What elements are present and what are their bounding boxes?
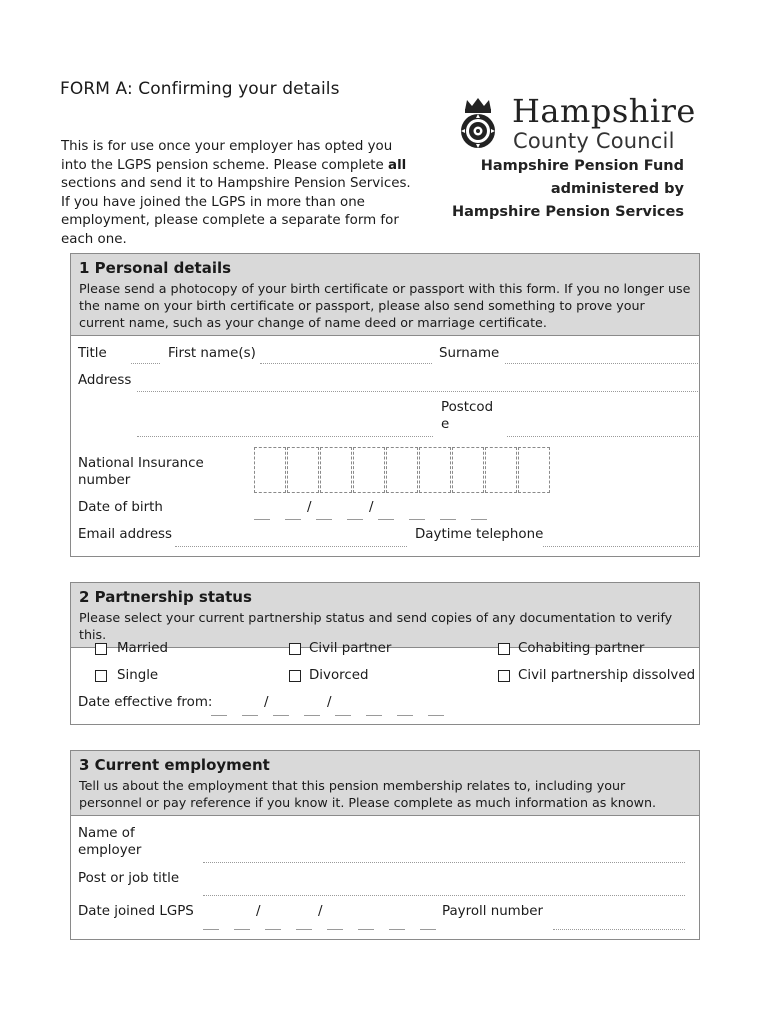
cohabiting-partner-label: Cohabiting partner bbox=[518, 641, 645, 656]
ni-box-1[interactable] bbox=[254, 447, 286, 493]
address-label: Address bbox=[78, 373, 132, 388]
post-label: Post or job title bbox=[78, 871, 180, 886]
date-joined-digit-5[interactable] bbox=[327, 929, 343, 930]
intro-text-bold: all bbox=[388, 157, 407, 173]
ni-box-9[interactable] bbox=[518, 447, 550, 493]
dob-digit-6[interactable] bbox=[409, 519, 425, 520]
payroll-label: Payroll number bbox=[442, 904, 543, 919]
date-joined-label: Date joined LGPS bbox=[78, 904, 194, 919]
date-effective-digit-3[interactable] bbox=[273, 715, 289, 716]
date-joined-digit-7[interactable] bbox=[389, 929, 405, 930]
single-checkbox[interactable] bbox=[95, 670, 107, 682]
date-joined-digit-6[interactable] bbox=[358, 929, 374, 930]
dob-digit-1[interactable] bbox=[254, 519, 270, 520]
ni-box-8[interactable] bbox=[485, 447, 517, 493]
ni-box-6[interactable] bbox=[419, 447, 451, 493]
section-title: 1 Personal details bbox=[79, 259, 232, 277]
section-title: 3 Current employment bbox=[79, 756, 270, 774]
dob-label: Date of birth bbox=[78, 500, 163, 515]
address-field-line1[interactable] bbox=[137, 391, 698, 392]
date-effective-digit-6[interactable] bbox=[366, 715, 382, 716]
date-joined-digit-3[interactable] bbox=[265, 929, 281, 930]
fund-administered-by: administered by bbox=[550, 181, 684, 197]
dob-separator-2: / bbox=[369, 500, 374, 515]
section-header bbox=[71, 751, 699, 816]
ni-box-2[interactable] bbox=[287, 447, 319, 493]
form-title: FORM A: Confirming your details bbox=[60, 79, 340, 99]
date-effective-separator-2: / bbox=[327, 695, 332, 710]
surname-field[interactable] bbox=[505, 363, 698, 364]
first-names-label: First name(s) bbox=[168, 346, 256, 361]
crown-rose-crest-icon bbox=[455, 96, 501, 152]
section-personal-details bbox=[70, 253, 700, 557]
ni-box-4[interactable] bbox=[353, 447, 385, 493]
date-joined-digit-8[interactable] bbox=[420, 929, 436, 930]
dob-digit-7[interactable] bbox=[440, 519, 456, 520]
surname-label: Surname bbox=[439, 346, 500, 361]
ni-number-label: National Insurance number bbox=[78, 456, 204, 488]
civil-partnership-dissolved-checkbox[interactable] bbox=[498, 670, 510, 682]
ni-box-7[interactable] bbox=[452, 447, 484, 493]
post-field[interactable] bbox=[203, 895, 685, 896]
date-joined-digit-4[interactable] bbox=[296, 929, 312, 930]
date-effective-digit-8[interactable] bbox=[428, 715, 444, 716]
section-header bbox=[71, 254, 699, 336]
section-title: 2 Partnership status bbox=[79, 588, 252, 606]
ni-box-5[interactable] bbox=[386, 447, 418, 493]
phone-field[interactable] bbox=[543, 546, 698, 547]
section-description: Please select your current partnership status and send copies of any documentation to verify this. bbox=[79, 610, 673, 642]
intro-text bbox=[61, 138, 411, 249]
date-joined-separator-2: / bbox=[318, 904, 323, 919]
title-label: Title bbox=[78, 346, 107, 361]
intro-text-part2: sections and send it to Hampshire Pension Services. If you have joined the LGPS in more than one employment, please complete a separate form for each one. bbox=[61, 176, 411, 247]
ni-box-3[interactable] bbox=[320, 447, 352, 493]
date-joined-digit-1[interactable] bbox=[203, 929, 219, 930]
logo-county-council: County Council bbox=[513, 129, 675, 153]
married-label: Married bbox=[117, 641, 168, 656]
date-effective-digit-7[interactable] bbox=[397, 715, 413, 716]
email-field[interactable] bbox=[175, 546, 407, 547]
date-effective-digit-1[interactable] bbox=[211, 715, 227, 716]
dob-digit-5[interactable] bbox=[378, 519, 394, 520]
section-header bbox=[71, 583, 699, 648]
first-names-field[interactable] bbox=[260, 363, 432, 364]
date-joined-digit-2[interactable] bbox=[234, 929, 250, 930]
date-effective-label: Date effective from: bbox=[78, 695, 213, 710]
payroll-field[interactable] bbox=[553, 929, 685, 930]
postcode-label: Postcod e bbox=[441, 400, 494, 432]
postcode-field[interactable] bbox=[507, 436, 698, 437]
single-label: Single bbox=[117, 668, 159, 683]
dob-digit-8[interactable] bbox=[471, 519, 487, 520]
email-label: Email address bbox=[78, 527, 173, 542]
employer-label: Name of employer bbox=[78, 826, 142, 858]
divorced-checkbox[interactable] bbox=[289, 670, 301, 682]
civil-partnership-dissolved-label: Civil partnership dissolved bbox=[518, 668, 696, 683]
dob-separator-1: / bbox=[307, 500, 312, 515]
dob-digit-2[interactable] bbox=[285, 519, 301, 520]
title-field[interactable] bbox=[131, 363, 160, 364]
civil-partner-checkbox[interactable] bbox=[289, 643, 301, 655]
fund-administrator: Hampshire Pension Services bbox=[452, 204, 684, 220]
date-effective-digit-4[interactable] bbox=[304, 715, 320, 716]
date-effective-digit-5[interactable] bbox=[335, 715, 351, 716]
date-effective-digit-2[interactable] bbox=[242, 715, 258, 716]
date-joined-separator-1: / bbox=[256, 904, 261, 919]
phone-label: Daytime telephone bbox=[415, 527, 544, 542]
civil-partner-label: Civil partner bbox=[309, 641, 392, 656]
dob-digit-4[interactable] bbox=[347, 519, 363, 520]
married-checkbox[interactable] bbox=[95, 643, 107, 655]
employer-field[interactable] bbox=[203, 862, 685, 863]
logo-hampshire: Hampshire bbox=[512, 92, 696, 130]
dob-digit-3[interactable] bbox=[316, 519, 332, 520]
intro-text-part1: This is for use once your employer has opted you into the LGPS pension scheme. Please complete bbox=[61, 139, 393, 173]
divorced-label: Divorced bbox=[309, 668, 369, 683]
address-field-line2[interactable] bbox=[137, 436, 433, 437]
fund-name: Hampshire Pension Fund bbox=[480, 158, 684, 174]
cohabiting-partner-checkbox[interactable] bbox=[498, 643, 510, 655]
date-effective-separator-1: / bbox=[264, 695, 269, 710]
section-description: Tell us about the employment that this pension membership relates to, including your personnel or pay reference if you know it. Please complete as much information as known. bbox=[79, 778, 657, 810]
section-description: Please send a photocopy of your birth certificate or passport with this form. If you no longer use the name on your birth certificate or passport, please also send something to prove your current name, such as your change of name deed or marriage certificate. bbox=[79, 281, 691, 330]
